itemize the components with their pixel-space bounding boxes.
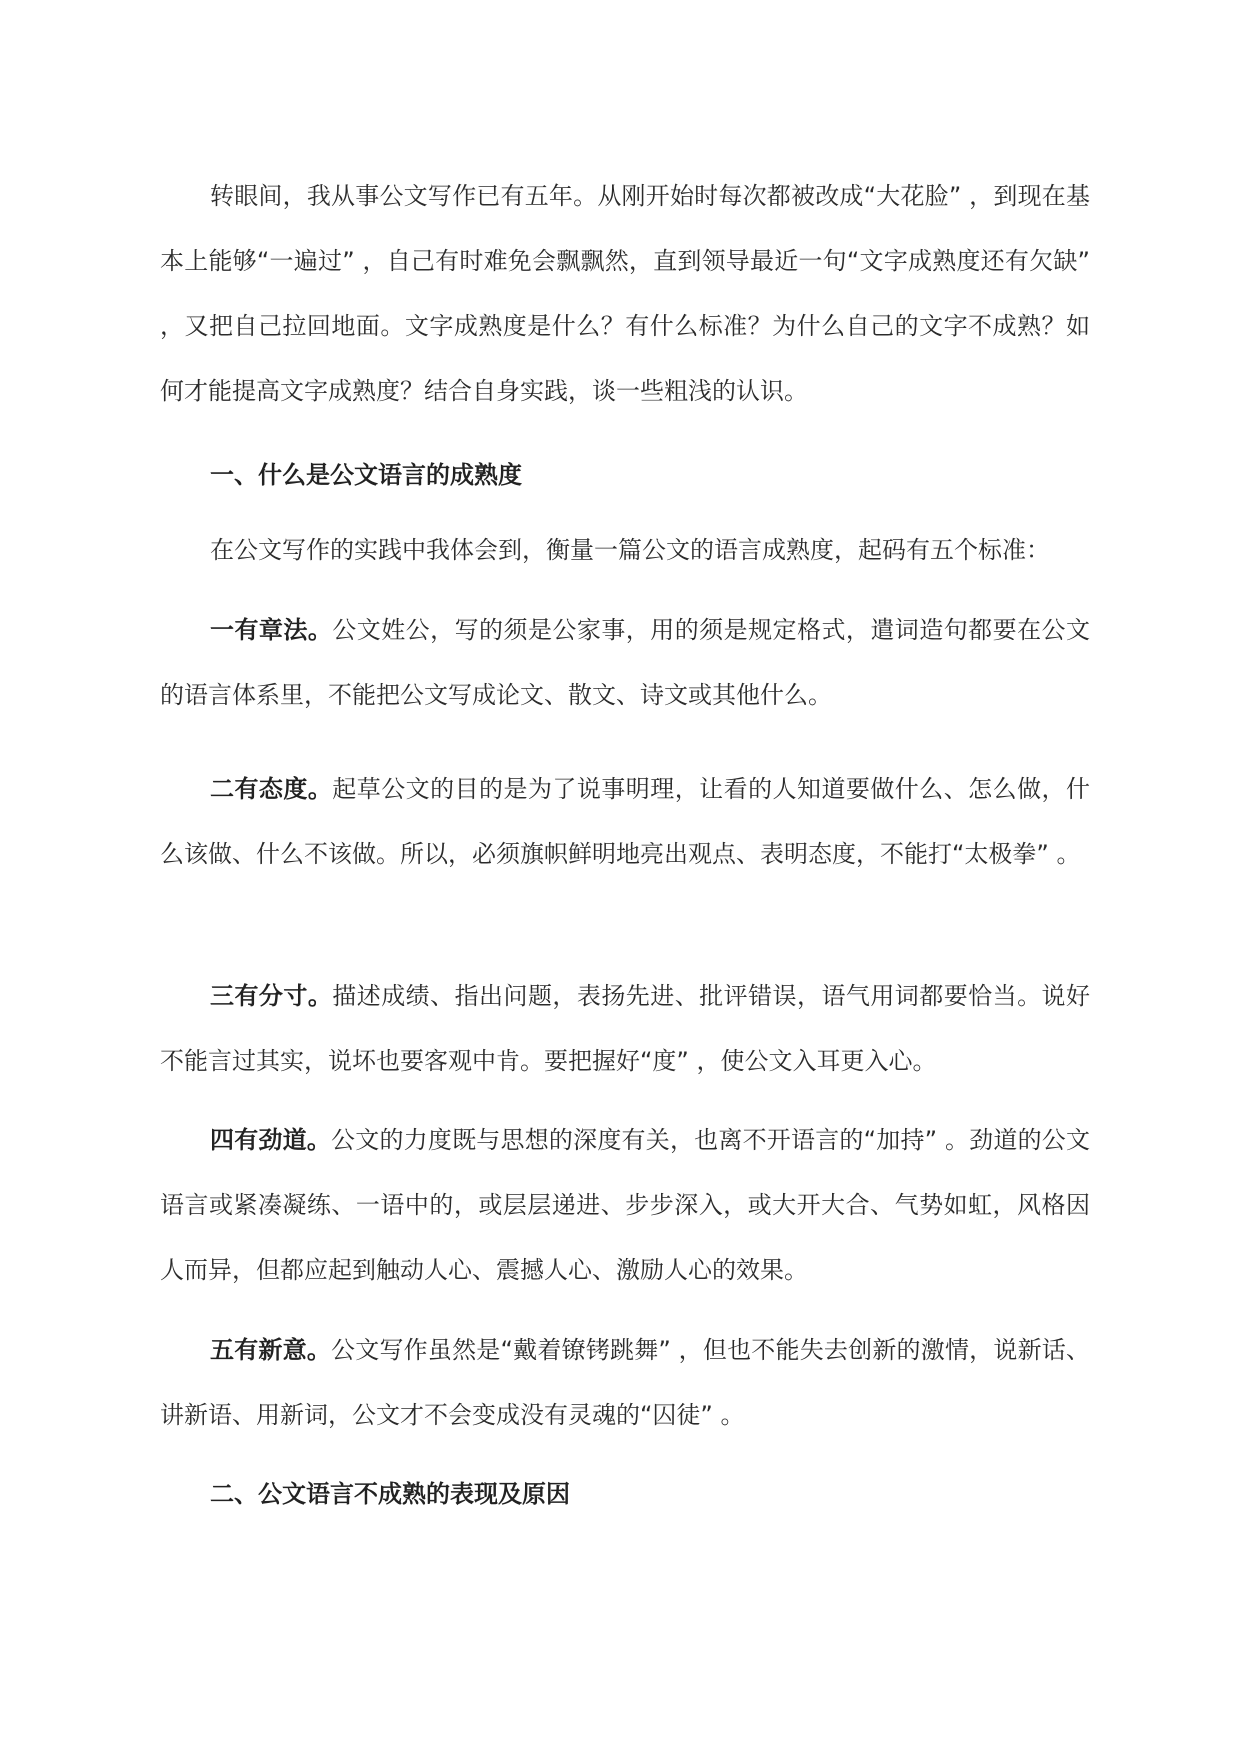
standard-text-1: 公文姓公，写的须是公家事，用的须是规定格式，遣词造句都要在公文的语言体系里，不能把公文写成论文、散文、诗文或其他什么。 xyxy=(160,616,1091,709)
section-1-heading: 一、什么是公文语言的成熟度 xyxy=(210,461,522,489)
standard-text-5: 公文写作虽然是“戴着镣铐跳舞” ，但也不能失去创新的激情，说新话、讲新语、用新词，公文才不会变成没有灵魂的“囚徒” 。 xyxy=(160,1336,1090,1429)
standard-text-2: 起草公文的目的是为了说事明理，让看的人知道要做什么、怎么做，什么该做、什么不该做。所以，必须旗帜鲜明地亮出观点、表明态度，不能打“太极拳” 。 xyxy=(160,775,1091,868)
section-2-heading: 二、公文语言不成熟的表现及原因 xyxy=(210,1480,570,1508)
standard-text-4: 公文的力度既与思想的深度有关，也离不开语言的“加持” 。劲道的公文语言或紧凑凝练、一语中的，或层层递进、步步深入，或大开大合、气势如虹，风格因人而异，但都应起到触动人心、震撼人心、激励人心的效果。 xyxy=(160,1126,1090,1284)
standard-paragraph-2 xyxy=(160,757,1090,887)
standard-paragraph-5 xyxy=(160,1318,1090,1448)
standard-lead-2: 二有态度。 xyxy=(210,775,333,803)
standard-paragraph-4 xyxy=(160,1108,1090,1303)
standard-text-3: 描述成绩、指出问题，表扬先进、批评错误，语气用词都要恰当。说好不能言过其实，说坏也要客观中肯。要把握好“度” ，使公文入耳更入心。 xyxy=(160,982,1091,1075)
document-page xyxy=(160,0,1090,1754)
standards-intro-paragraph: 在公文写作的实践中我体会到，衡量一篇公文的语言成熟度，起码有五个标准： xyxy=(210,536,1050,564)
standard-paragraph-3 xyxy=(160,964,1090,1094)
standard-paragraph-1 xyxy=(160,598,1090,728)
intro-paragraph: 转眼间，我从事公文写作已有五年。从刚开始时每次都被改成“大花脸” ，到现在基本上能够“一遍过” ，自己有时难免会飘飘然，直到领导最近一句“文字成熟度还有欠缺” ，又把自己拉回地面。文字成熟度是什么？有什么标准？为什么自己的文字不成熟？如何才能提高文字成熟度？结合自身实践，谈一些粗浅的认识。 xyxy=(160,182,1090,405)
standard-lead-4: 四有劲道。 xyxy=(210,1126,332,1154)
standard-lead-5: 五有新意。 xyxy=(210,1336,332,1364)
standard-lead-3: 三有分寸。 xyxy=(210,982,333,1010)
standard-lead-1: 一有章法。 xyxy=(210,616,333,644)
